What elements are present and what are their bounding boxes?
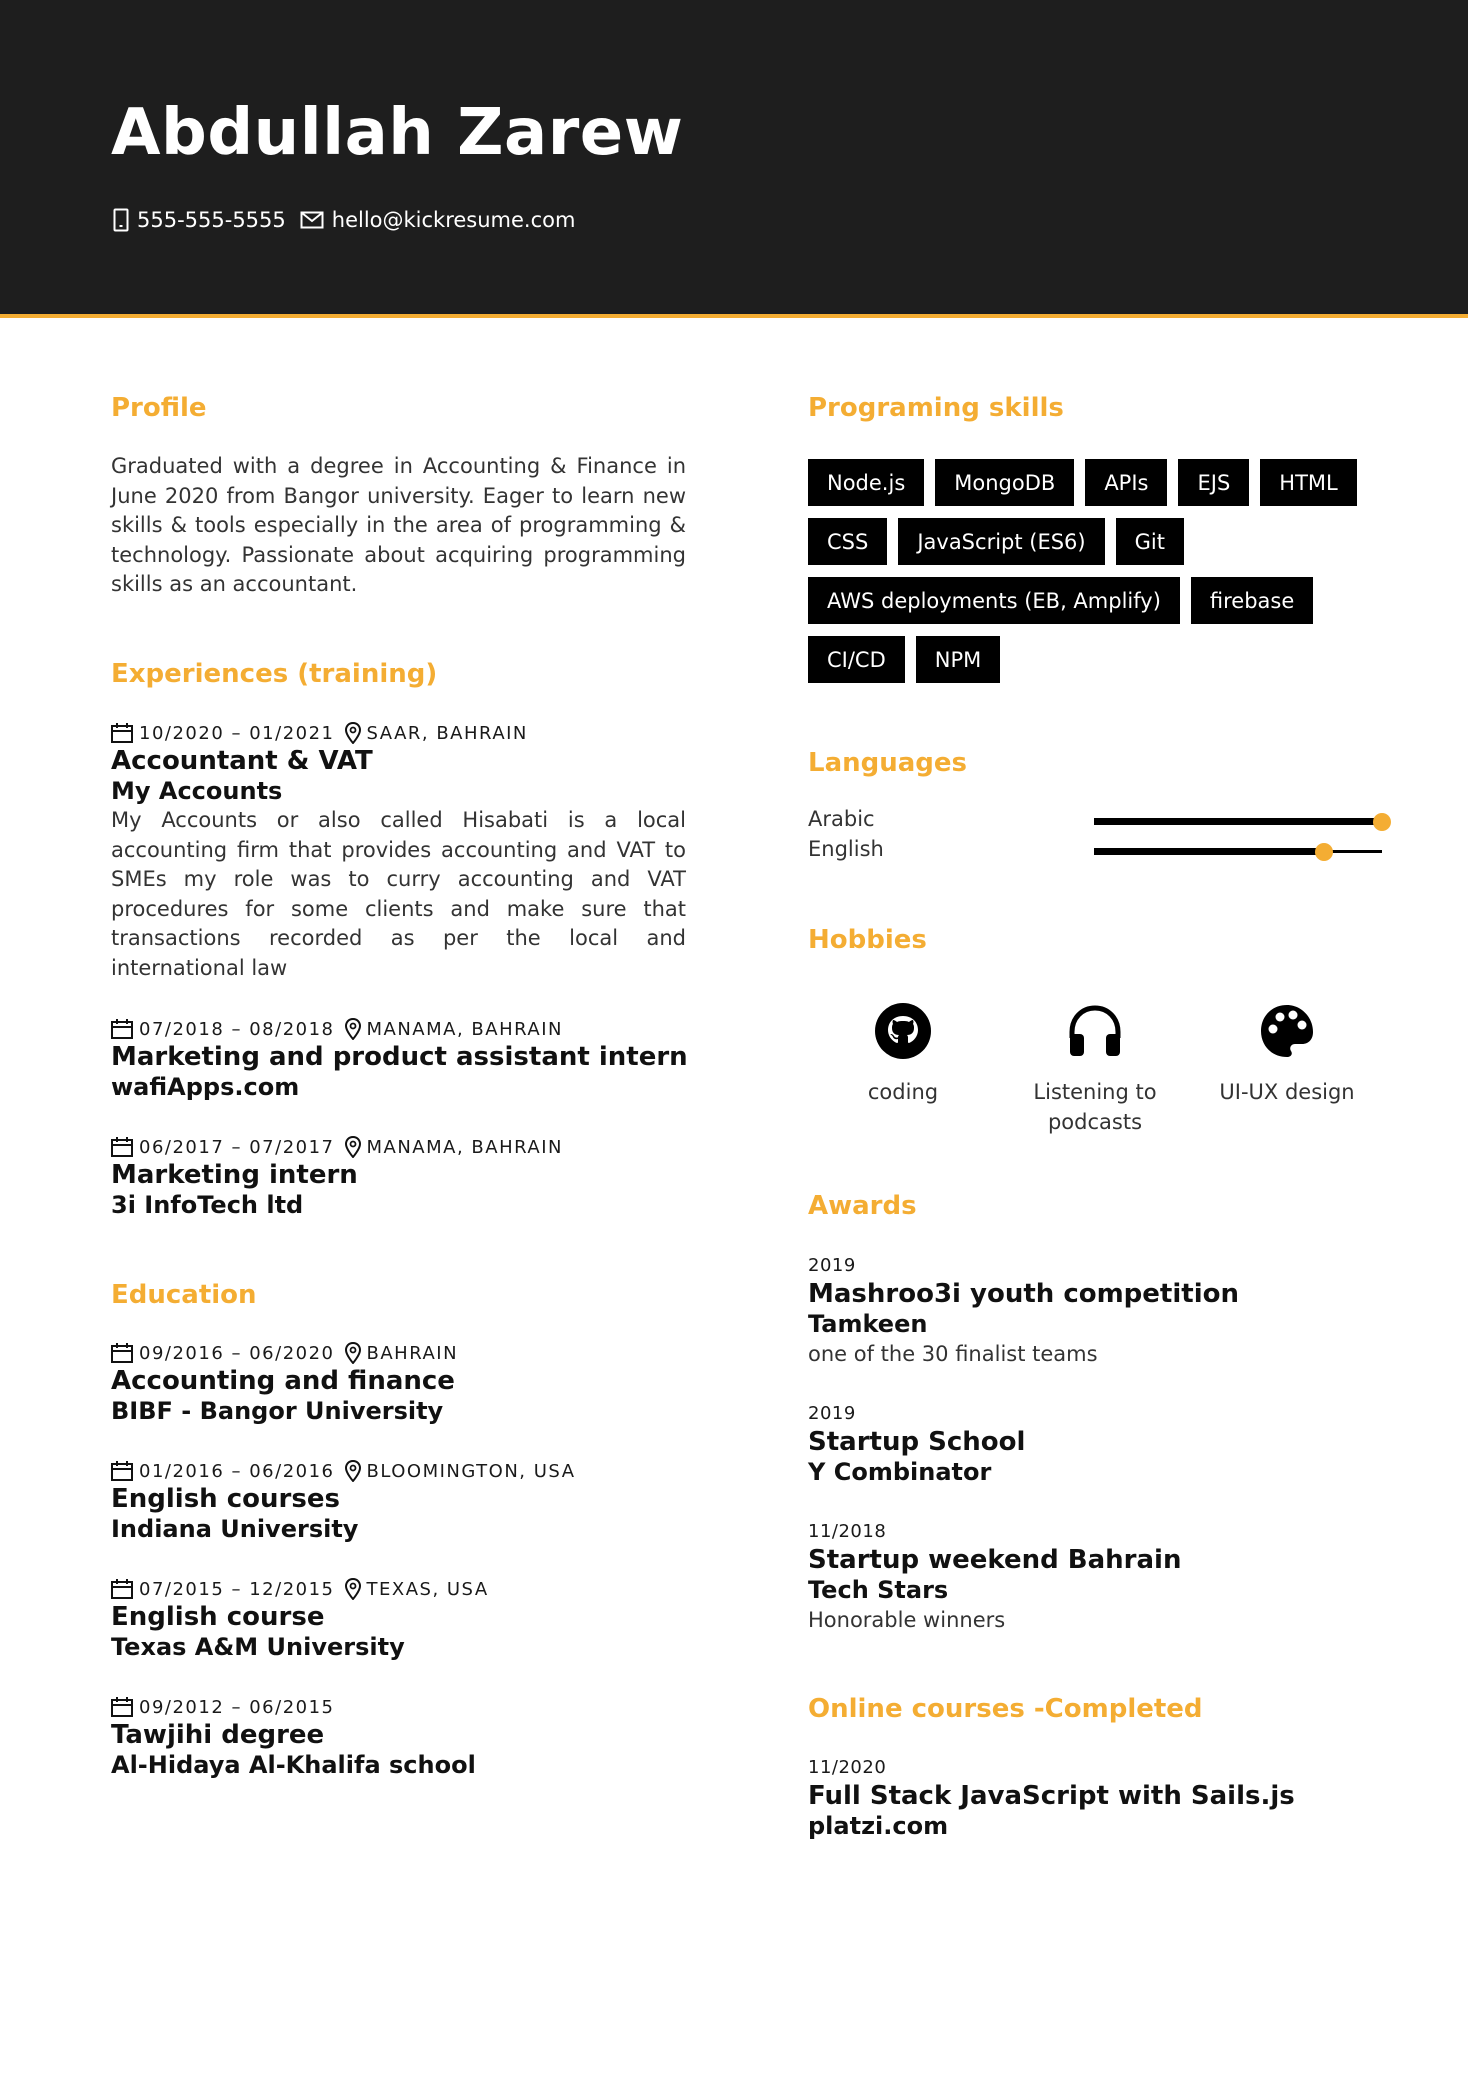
github-icon [874, 1002, 932, 1060]
skill-row [808, 577, 1368, 624]
location-text: MANAMA, BAHRAIN [366, 1136, 563, 1158]
education-entry [111, 1458, 691, 1544]
skills-list [808, 459, 1368, 695]
entry-location [345, 1460, 576, 1482]
location-text: BLOOMINGTON, USA [366, 1460, 576, 1482]
course-title: Full Stack JavaScript with Sails.js [808, 1781, 1295, 1811]
entry-dates: 01/2016 – 06/2016 [139, 1460, 335, 1482]
palette-icon [1258, 1002, 1316, 1060]
award-title: Mashroo3i youth competition [808, 1279, 1239, 1309]
education-heading: Education [111, 1280, 257, 1310]
resume-header [0, 0, 1468, 318]
skill-tag: Node.js [808, 459, 924, 506]
entry-location [345, 1136, 563, 1158]
entry-organization: wafiApps.com [111, 1073, 300, 1101]
award-year: 2019 [808, 1403, 856, 1424]
entry-role: Marketing intern [111, 1160, 358, 1190]
calendar-icon [111, 1461, 133, 1481]
skill-tag: firebase [1191, 577, 1313, 624]
phone-number[interactable]: 555-555-5555 [137, 208, 286, 232]
entry-organization: My Accounts [111, 777, 283, 805]
entry-organization: 3i InfoTech ltd [111, 1191, 304, 1219]
skill-tag: CSS [808, 518, 887, 565]
profile-heading: Profile [111, 393, 207, 423]
language-name: English [808, 837, 884, 861]
course-entry [808, 1755, 1388, 1841]
phone-icon [113, 208, 129, 232]
award-description: one of the 30 finalist teams [808, 1342, 1098, 1366]
language-level-marker [1315, 843, 1333, 861]
courses-heading: Online courses -Completed [808, 1694, 1203, 1724]
entry-description: My Accounts or also called Hisabati is a local accounting firm that provides accounting and VAT to SMEs my role was to curry accounting and VAT procedures for some clients and make sure that transactions recorded as per the local and international law [111, 808, 686, 980]
location-pin-icon [345, 1136, 361, 1158]
language-name: Arabic [808, 807, 875, 831]
skill-tag: NPM [916, 636, 1001, 683]
language-level-fill [1094, 848, 1324, 855]
skill-tag: HTML [1260, 459, 1356, 506]
entry-meta [111, 1340, 691, 1366]
entry-meta [111, 1694, 691, 1720]
experience-entry [111, 1016, 691, 1102]
entry-role: Accounting and finance [111, 1366, 455, 1396]
language-level-bar [1094, 820, 1382, 823]
headphones-icon [1066, 1002, 1124, 1060]
experience-entry [111, 720, 691, 983]
entry-dates: 10/2020 – 01/2021 [139, 722, 335, 744]
entry-meta [111, 1134, 691, 1160]
skill-row [808, 459, 1368, 506]
location-pin-icon [345, 1342, 361, 1364]
entry-meta [111, 1576, 691, 1602]
entry-organization: Indiana University [111, 1515, 359, 1543]
entry-organization: Al-Hidaya Al-Khalifa school [111, 1751, 476, 1779]
email-address[interactable]: hello@kickresume.com [331, 208, 576, 232]
award-year: 2019 [808, 1255, 856, 1276]
location-pin-icon [345, 1578, 361, 1600]
education-entry [111, 1340, 691, 1426]
profile-summary: Graduated with a degree in Accounting & Finance in June 2020 from Bangor university. Eager to learn new skills & tools especially in the area of programming & technology. Passionate about acquiring programming skills as an accountant. [111, 454, 686, 596]
location-pin-icon [345, 722, 361, 744]
candidate-name: Abdullah Zarew [111, 96, 684, 170]
phone-contact [113, 208, 286, 232]
entry-role: Accountant & VAT [111, 746, 373, 776]
entry-location [345, 1018, 563, 1040]
skills-heading: Programing skills [808, 393, 1064, 423]
skill-row [808, 518, 1368, 565]
location-text: MANAMA, BAHRAIN [366, 1018, 563, 1040]
entry-location [345, 722, 528, 744]
language-row [808, 807, 1388, 837]
award-description: Honorable winners [808, 1608, 1006, 1632]
award-entry [808, 1519, 1388, 1635]
entry-location [345, 1578, 489, 1600]
education-entry [111, 1694, 691, 1780]
course-provider: platzi.com [808, 1812, 949, 1840]
location-pin-icon [345, 1460, 361, 1482]
hobby-item [803, 1002, 1003, 1108]
skill-tag: CI/CD [808, 636, 905, 683]
entry-meta [111, 1458, 691, 1484]
email-contact [300, 208, 576, 232]
entry-location [345, 1342, 459, 1364]
calendar-icon [111, 1343, 133, 1363]
mail-icon [300, 211, 324, 229]
hobby-label: UI-UX design [1219, 1080, 1355, 1104]
entry-organization: Texas A&M University [111, 1633, 405, 1661]
award-entry [808, 1401, 1388, 1487]
hobby-label: Listening to podcasts [1033, 1080, 1157, 1134]
experience-entry [111, 1134, 691, 1220]
entry-dates: 06/2017 – 07/2017 [139, 1136, 335, 1158]
contact-info [113, 208, 589, 232]
location-text: BAHRAIN [366, 1342, 459, 1364]
language-row [808, 837, 1388, 867]
calendar-icon [111, 1137, 133, 1157]
award-title: Startup School [808, 1427, 1026, 1457]
language-level-marker [1373, 813, 1391, 831]
entry-meta [111, 1016, 691, 1042]
entry-role: English course [111, 1602, 325, 1632]
calendar-icon [111, 1019, 133, 1039]
entry-meta [111, 720, 691, 746]
award-year: 11/2018 [808, 1521, 887, 1542]
hobby-item [1187, 1002, 1387, 1108]
award-entry [808, 1253, 1388, 1369]
entry-dates: 07/2018 – 08/2018 [139, 1018, 335, 1040]
award-organization: Tech Stars [808, 1576, 949, 1604]
skill-tag: JavaScript (ES6) [898, 518, 1104, 565]
location-text: SAAR, BAHRAIN [366, 722, 528, 744]
education-entry [111, 1576, 691, 1662]
awards-heading: Awards [808, 1191, 917, 1221]
hobbies-heading: Hobbies [808, 925, 927, 955]
skill-row [808, 636, 1368, 683]
award-organization: Y Combinator [808, 1458, 992, 1486]
skill-tag: AWS deployments (EB, Amplify) [808, 577, 1180, 624]
course-date: 11/2020 [808, 1757, 887, 1778]
entry-organization: BIBF - Bangor University [111, 1397, 444, 1425]
entry-dates: 09/2012 – 06/2015 [139, 1696, 335, 1718]
hobby-item [995, 1002, 1195, 1137]
entry-dates: 07/2015 – 12/2015 [139, 1578, 335, 1600]
language-level-fill [1094, 818, 1382, 825]
location-pin-icon [345, 1018, 361, 1040]
skill-tag: APIs [1085, 459, 1167, 506]
calendar-icon [111, 1579, 133, 1599]
skill-tag: MongoDB [935, 459, 1074, 506]
award-title: Startup weekend Bahrain [808, 1545, 1182, 1575]
calendar-icon [111, 723, 133, 743]
entry-role: Marketing and product assistant intern [111, 1042, 688, 1072]
entry-dates: 09/2016 – 06/2020 [139, 1342, 335, 1364]
entry-role: English courses [111, 1484, 340, 1514]
calendar-icon [111, 1697, 133, 1717]
skill-tag: EJS [1178, 459, 1249, 506]
experience-heading: Experiences (training) [111, 659, 438, 689]
entry-role: Tawjihi degree [111, 1720, 325, 1750]
skill-tag: Git [1116, 518, 1184, 565]
hobby-label: coding [867, 1080, 939, 1104]
language-level-bar [1094, 850, 1382, 853]
languages-heading: Languages [808, 748, 968, 778]
award-organization: Tamkeen [808, 1310, 928, 1338]
location-text: TEXAS, USA [366, 1578, 489, 1600]
